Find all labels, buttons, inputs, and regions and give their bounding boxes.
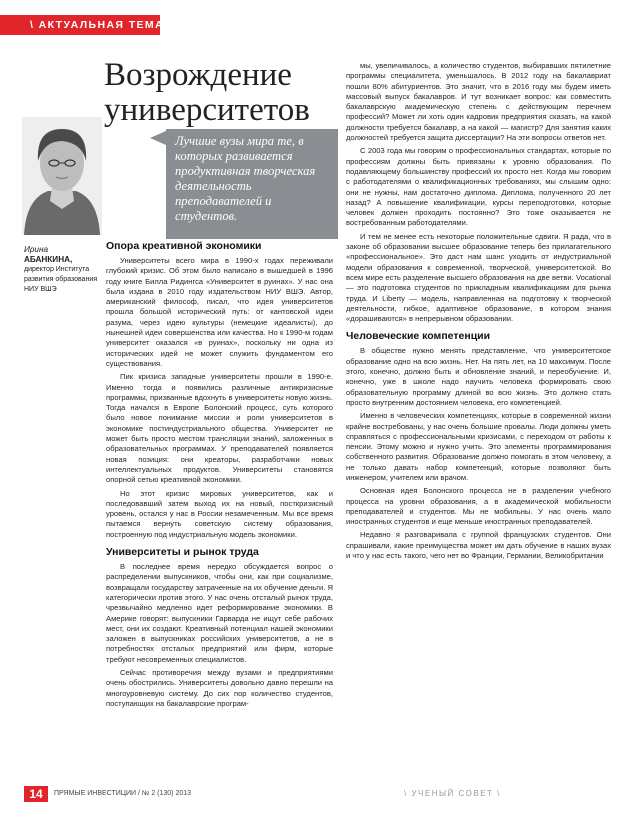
- paragraph: Основная идея Болонского процесса не в разделении учебного процесса на уровни образования, а в академической мобильности преподавателей и студентов. Мы не мобильны. У нас очень мало иностранных студентов и еще меньше иностранных преподавателей.: [346, 486, 611, 527]
- magazine-issue: ПРЯМЫЕ ИНВЕСТИЦИИ / № 2 (130) 2013: [54, 790, 192, 797]
- pull-quote: Лучшие вузы мира те, в которых развивается продуктивная творческая деятельность преподавателей и студентов.: [166, 129, 338, 239]
- author-photo: [22, 117, 102, 235]
- paragraph: Сейчас противоречия между вузами и предприятиями очень обострились. Университеты довольно давно перешли на многоуровневую систему. До сих пор количество студентов, поступающих на бакалаврские програм-: [106, 667, 333, 708]
- paragraph: В последнее время нередко обсуждается вопрос о распределении выпускников, чтобы они, как при социализме, возвращали государству затраченные на их обучение деньги. Я категорически против этого. У нас очень отсталый рынок труда, чрезвычайно медленно идет реформирование экономики. В Америке говорят: выпускники Гарварда не ищут себе рабочих мест, они их создают. Креативный потенциал нашей экономики заложен в выпускниках российских университетов, а не в потребностях отсталых предприятий или фирм, которые требуют несовременных специалистов.: [106, 562, 333, 664]
- paragraph: И тем не менее есть некоторые положительные сдвиги. Я рада, что в законе об образовании высшее образование теперь без прилагательного «профессиональное». Это даст нам шанс уходить от индустриальной модели образования к современной, творческой, университетской. Во всем мире есть разделение высшего образования на две ветви. Vocational — это подготовка студентов по прикладным квалификациям для рынка труда. И Liberty — модель, направленная на подготовку к творческой деятельности, гибкое, адаптивное образование, в котором знания «дорашиваются» в непрерывном образовании.: [346, 231, 611, 324]
- paragraph: Пик кризиса западные университеты прошли в 1990-е. Именно тогда и появились различные антикризисные программы, призванные вдохнуть в университеты новую жизнь. Тогда начался в Европе Болонский процесс, суть которого было новое понимание миссии и роли университетов в экономике постиндустриального общества. Университет не может быть просто местом трансляции знаний, заложенных в образовательных программах. У преподавателей появляется новая позиция: они креаторы, разработчики новых интеллектуальных продуктов. Университеты становятся опорной сетью креативной экономики.: [106, 372, 333, 485]
- section-tag: \ АКТУАЛЬНАЯ ТЕМА \: [0, 15, 160, 35]
- article-column-1: [106, 240, 333, 712]
- article-column-2: [346, 61, 611, 564]
- paragraph: С 2003 года мы говорим о профессиональных стандартах, которые по профессиям должны быть привязаны к уровню образования. По подавляющему большинству профессий их просто нет. Когда мы говорим с работодателями о квалификационных требованиях, мы слышим одно: они не нужны, нам достаточно диплома. Диплома, полученного 20 лет назад? А повышение квалификации, курсы переподготовки, которые человек должен проходить постоянно? Это тоже оказывается не востребованным работодателями.: [346, 146, 611, 228]
- author-first-name: Ирина: [24, 245, 49, 254]
- paragraph: Университеты всего мира в 1990-х годах переживали глубокий кризис. Об этом было написано в вышедшей в 1996 году книге Билла Ридингса «Университет в руинах». У нас она была издана в 2010 году издательством НИУ ВШЭ. Автор, американский философ, писал, что идея университетов прошла большой исторический путь: от кантовской идеи разума, через идею культуры (немецкие идеалисты), до нынешней идеи совершенства или качества. Но к 1990-м годам университет оказался «в руинах», поскольку ни одна из исторических идей не может служить фундаментом его существования.: [106, 256, 333, 368]
- subheading: Университеты и рынок труда: [106, 546, 259, 559]
- author-position: директор Института развития образования НИУ ВШЭ: [24, 266, 98, 293]
- paragraph: мы, увеличивалось, а количество студентов, выбиравших пятилетние программы специалитета, уменьшалось. В 2012 году на бакалавриат пошли 80% абитуриентов. Это значит, что в 2016 году мы будем иметь массовый выпуск бакалавров. И тут возникает вопрос: как совместить бакалаврскую академическую степень с действующим перечнем профессий? Может ли хоть один кадровик предприятия сказать, на какой должности требуется бакалавр, а на какой — магистр? Для занятия каких должностей требуется защита диссертации? На эти вопросы ответов нет.: [346, 61, 611, 143]
- paragraph: Именно в человеческих компетенциях, которые в современной жизни крайне востребованы, у нас очень большие провалы. Люди должны уметь справляться с профессиональными кризисами, с переходом от работы к пенсии. Этому можно и нужно учить. Это элементы программирования собственного развития. Образование должно помогать в этом человеку, а не только давать набор компетенций, которые позволяют быть инженером, учителем или врачом.: [346, 411, 611, 482]
- author-portrait-icon: [22, 117, 102, 235]
- author-last-name: АБАНКИНА,: [24, 255, 73, 264]
- section-footer: \ УЧЕНЫЙ СОВЕТ \: [404, 789, 501, 798]
- author-info: [24, 245, 112, 295]
- quote-pointer: [150, 131, 166, 145]
- page-number: 14: [24, 786, 48, 802]
- subheading: Опора креативной экономики: [106, 240, 262, 252]
- paragraph: Но этот кризис мировых университетов, как и последовавший затем выход их на новый, посткризисный уровень, остался у нас в России незамеченным. Мы все время пытаемся вернуть советскую систему образования, построенную под индустриальную модель экономики.: [106, 488, 333, 539]
- paragraph: В обществе нужно менять представление, что университетское образование одно на всю жизнь. Нет. На пять лет, на 10 максимум. После этого, конечно, должно быть и обновление знаний, и переобучение. И, конечно, уже в школе надо научить человека формировать свою образовательную программу длиной во всю жизнь. Это должно стать просто внутренним достоянием человека, его компетенцией.: [346, 346, 611, 407]
- paragraph: Недавно я разговаривала с группой французских студентов. Они спрашивали, какие преимущества может им дать обучение в наших вузах и что у нас есть такого, чего нет во Франции, Германии, Великобритании: [346, 530, 611, 561]
- article-title: Возрождение университетов: [104, 57, 310, 128]
- subheading: Человеческие компетенции: [346, 330, 491, 343]
